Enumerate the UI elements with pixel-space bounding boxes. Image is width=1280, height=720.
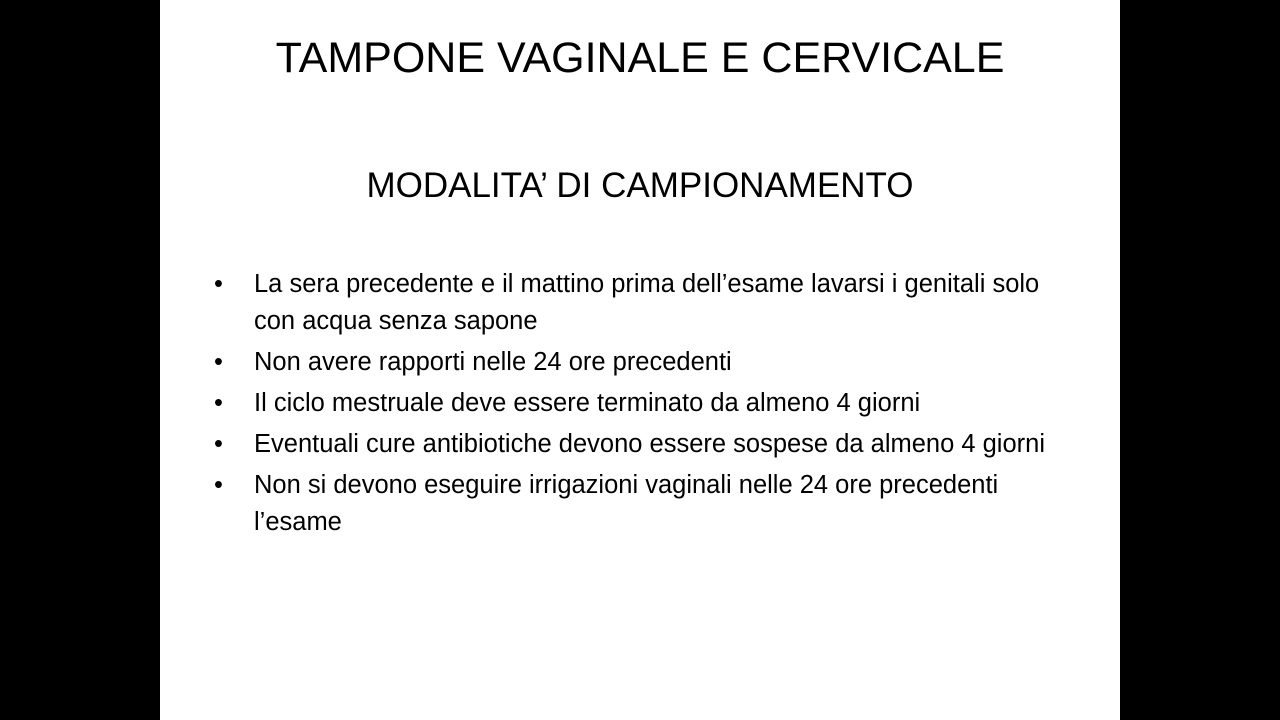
bullet-text: Non avere rapporti nelle 24 ore precedenti <box>254 348 732 376</box>
bullet-text: Non si devono eseguire irrigazioni vaginali nelle 24 ore precedenti l’esame <box>254 471 999 536</box>
bullet-text: Il ciclo mestruale deve essere terminato da almeno 4 giorni <box>254 389 921 417</box>
bullet-item <box>214 344 1074 381</box>
bullet-dot-icon: • <box>214 348 223 376</box>
bullet-item <box>214 426 1074 463</box>
bullet-text: Eventuali cure antibiotiche devono essere sospese da almeno 4 giorni <box>254 430 1045 458</box>
presentation-slide <box>160 0 1120 720</box>
bullet-item <box>214 266 1074 340</box>
bullet-item <box>214 467 1074 541</box>
bullet-dot-icon: • <box>214 430 223 458</box>
slide-subtitle: MODALITA’ DI CAMPIONAMENTO <box>366 166 914 205</box>
bullet-list <box>214 266 1074 545</box>
bullet-item <box>214 385 1074 422</box>
slide-title: TAMPONE VAGINALE E CERVICALE <box>275 34 1005 82</box>
bullet-text: La sera precedente e il mattino prima dell’esame lavarsi i genitali solo con acqua senza sapone <box>254 270 1040 335</box>
bullet-dot-icon: • <box>214 389 223 417</box>
bullet-dot-icon: • <box>214 270 223 298</box>
bullet-dot-icon: • <box>214 471 223 499</box>
